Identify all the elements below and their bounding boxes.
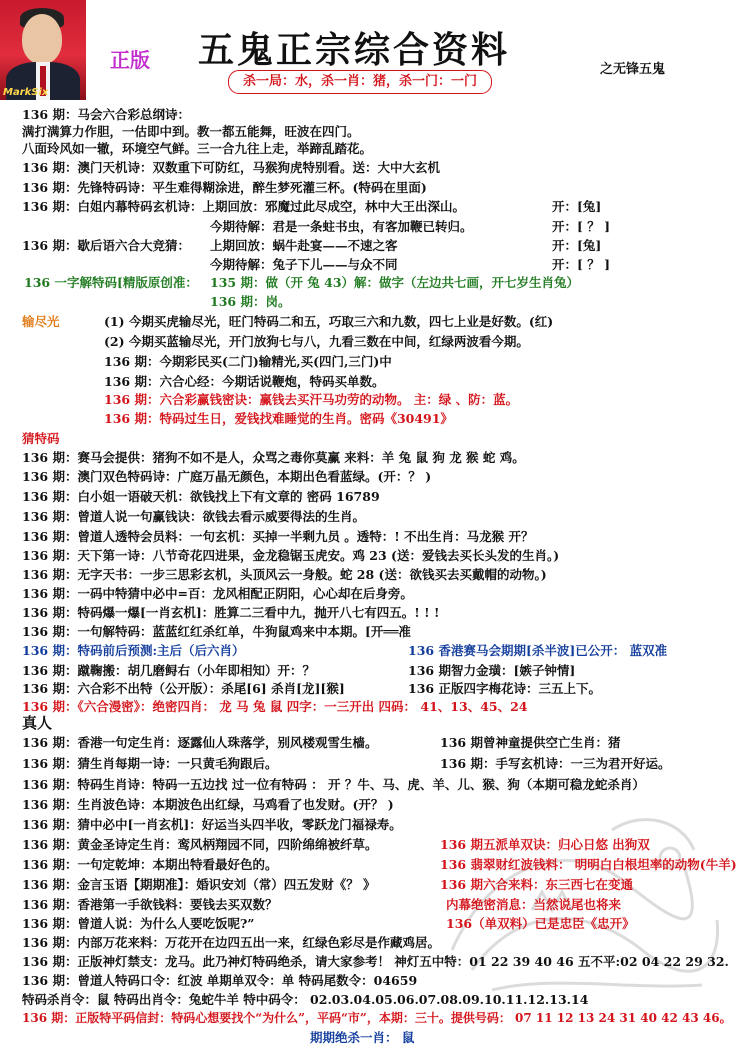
content-line: 136（单双料）已是忠臣《忠开》: [446, 916, 635, 931]
content-line: 136 期六合来料：东三西七在变通: [440, 877, 633, 892]
edition-badge: 正版: [110, 48, 150, 72]
content-line: 特码杀肖令：鼠 特码出肖令：兔蛇牛羊 特中码令： 02.03.04.05.06.07.08.09.10.11.12.13.14: [22, 992, 589, 1007]
content-line: 136 期：香港第一手欲钱料：要钱去买双数？: [22, 897, 278, 912]
content-line: 上期回放：蜗牛赴宴——不速之客: [210, 238, 398, 253]
content-line: 满打满算力作胆，一估即中到。教一都五能舞，旺波在四门。: [22, 124, 360, 139]
content-line: 136 期：正版神灯禁支：龙马。此乃神灯特码绝杀，请大家参考！ 神灯五中特：01 22 39 40 46 五不平:02 04 22 29 32.: [22, 954, 729, 969]
content-line: 136 期：正版特平码信封：特码心想要找个“为什么”，平码“市”，本期：三十。提供号码： 07 11 12 13 24 31 40 42 43 46。: [22, 1011, 732, 1025]
content-line: 136 期曾神童提供空亡生肖：猪: [440, 735, 621, 750]
kill-summary-box: 杀一局：水，杀一肖：猪，杀一门：一门: [228, 70, 492, 94]
content-line: 开：[兔]: [552, 199, 602, 214]
content-line: 内幕绝密消息：当然说尾也将来: [446, 897, 622, 912]
content-line: 136 期：生肖波色诗：本期波色出红绿，马鸡看了也发财。(开？ ): [22, 797, 394, 812]
content-line: 八面玲风如一辙，环境空气鲜。三一合九往上走，举蹄乱踏花。: [22, 141, 373, 156]
content-line: 136 期：赛马会提供：猪狗不如不是人，众骂之毒你莫赢 来料：羊 兔 鼠 狗 龙 猴 蛇 鸡。: [22, 450, 525, 465]
content-line: 136 期：一句定乾坤：本期出特看最好色的。: [22, 857, 278, 872]
content-line: 136 期：《六合漫密》：绝密四肖： 龙 马 兔 鼠 四字：一三开出 四码： 41、13、45、24: [22, 699, 528, 714]
content-line: 开：[兔]: [552, 238, 602, 253]
content-line: 136 期：岗。: [210, 294, 291, 309]
content-line: 136 期：曾道人说：为什么人要吃饭呢?”: [22, 916, 255, 931]
content-line: 136 期：马会六合彩总纲诗：: [22, 107, 190, 122]
content-line: 136 期：特码前后预测:主后（后六肖）: [22, 643, 245, 658]
content-line: 136 期：曾道人说一句赢钱诀：欲钱去看示威要得法的生肖。: [22, 509, 365, 524]
content-line: 136 香港赛马会期期[杀半波]已公开： 蓝双准: [408, 643, 668, 658]
content-line: 136 期：特码爆一爆[一肖玄机]：胜算二三看中九，抛开八七有四五。! ! !: [22, 605, 440, 620]
content-line: 136 期：一码中特猜中必中=百：龙风相配正阴阳，心心却在后身旁。: [22, 586, 413, 601]
content-line: 真人: [22, 714, 53, 732]
content-line: 136 期：猜中必中[一肖玄机]：好运当头四半收，零跃龙门福禄寿。: [22, 817, 402, 832]
content-line: 期期绝杀一肖： 鼠: [310, 1030, 415, 1045]
content-line: 今期待解：君是一条蛀书虫，有客加鞭已转归。: [210, 219, 473, 234]
content-line: 136 期：黄金圣诗定生肖：鸾风柄翔园不同，四阶绵绵被纤草。: [22, 837, 378, 852]
content-line: 136 翡翠财红波钱料： 明明白白根坦率的动物(牛羊): [440, 857, 737, 872]
content-line: 136 期：先锋特码诗：平生难得糊涂进，醉生梦死灌三杯。(特码在里面): [22, 180, 427, 195]
content-line: 136 一字解特码[精版原创准：: [24, 275, 198, 290]
content-line: 136 期：金言玉语【期期准】：婚识安刘（常）四五发财《？ 》: [22, 877, 376, 892]
content-line: 136 期：六合彩赢钱密诀：赢钱去买汗马功劳的动物。 主：绿 、防：蓝。: [104, 392, 519, 407]
content-line: 猜特码: [22, 431, 60, 446]
content-line: 136 期：蹴鞠搬：胡几磨鲟右（小年即相知）开：？: [22, 663, 315, 678]
content-line: 输尽光: [22, 314, 60, 329]
content-line: 136 期：猜生肖每期一诗：一只黄毛狗跟后。: [22, 756, 278, 771]
author-name: 之无锋五鬼: [600, 62, 666, 77]
content-line: 136 期：六合彩不出特（公开版）：杀尾[6] 杀肖[龙][猴]: [22, 681, 345, 696]
content-line: 136 期：无字天书：一步三思彩玄机，头顶风云一身般。蛇 28 (送：欲钱买去买戴帽的动物。): [22, 567, 547, 582]
author-avatar: [0, 0, 86, 100]
content-line: 136 期：天下第一诗：八节奇花四进果，金龙稳锯玉虎安。鸡 23 (送：爱钱去买长头发的生肖。): [22, 548, 560, 563]
content-line: 136 期：香港一句定生肖：逐露仙人珠落学，别风楼观雪生樯。: [22, 735, 378, 750]
marksix-logo: MarkSix: [3, 87, 49, 98]
content-line: 136 期智力金璜：[嫉子钟情]: [408, 663, 576, 678]
content-line: 开：[ ？ ]: [552, 257, 611, 272]
content-line: 136 期：手写玄机诗：一三为君开好运。: [440, 756, 671, 771]
content-line: 今期待解：兔子下儿——与众不同: [210, 257, 398, 272]
content-line: 136 期五派单双诀：归心日悠 出狗双: [440, 837, 650, 852]
content-line: 136 期：歇后语六合大竞猜：: [22, 238, 190, 253]
content-line: 136 期：特码过生日，爱钱找难睡觉的生肖。密码《30491》: [104, 411, 453, 426]
content-line: 136 期：白小姐一语破天机：欲钱找上下有文章的 密码 16789: [22, 489, 380, 504]
content-line: 135 期：做（开 兔 43）解：做字（左边共七画，开七岁生肖兔）: [210, 275, 580, 290]
content-line: (2) 今期买蓝输尽光，开门放狗七与八，九看三数在中间，红绿两波看今期。: [104, 334, 529, 349]
content-line: 136 期：今期彩民买(二门)输精光,买(四门,三门)中: [104, 354, 392, 369]
content-line: 136 期：六合心经：今期话说鞭炮，特码买单数。: [104, 374, 385, 389]
content-line: 136 期：澳门双色特码诗：广庭万晶无颜色，本期出色看蓝绿。(开：？ ): [22, 469, 432, 484]
content-line: 136 期：内部万花来料：万花开在边四五出一来，红绿色彩尽是作藏鸡居。: [22, 935, 440, 950]
content-line: 136 期：白姐内幕特码玄机诗：上期回放：邪魔过此尽成空，林中大王出深山。: [22, 199, 465, 214]
content-line: 136 期：曾道人透特会员料：一句玄机：买掉一半剩九员 。透特：! 不出生肖：马龙猴 开？: [22, 529, 534, 544]
content-line: 136 期：一句解特码：蓝蓝红红杀红单，牛狗鼠鸡来中本期。[开══准: [22, 624, 411, 639]
content-line: 136 正版四字梅花诗：三五上下。: [408, 681, 601, 696]
content-line: 136 期：曾道人特码口令：红波 单期单双令：单 特码尾数令：04659: [22, 973, 418, 988]
content-line: 开：[ ？ ]: [552, 219, 611, 234]
content-line: 136 期：澳门天机诗：双数重下可防红，马猴狗虎特别看。送：大中大玄机: [22, 160, 440, 175]
content-line: 136 期：特码生肖诗：特码一五边找 过一位有特码 ： 开 ？牛、马、虎、羊、儿、猴、狗（本期可稳龙蛇杀肖）: [22, 777, 645, 792]
page-title: 五鬼正宗综合资料: [198, 29, 511, 71]
content-line: (1) 今期买虎输尽光，旺门特码二和五，巧取三六和九数，四七上业是好数。(红): [104, 314, 554, 329]
